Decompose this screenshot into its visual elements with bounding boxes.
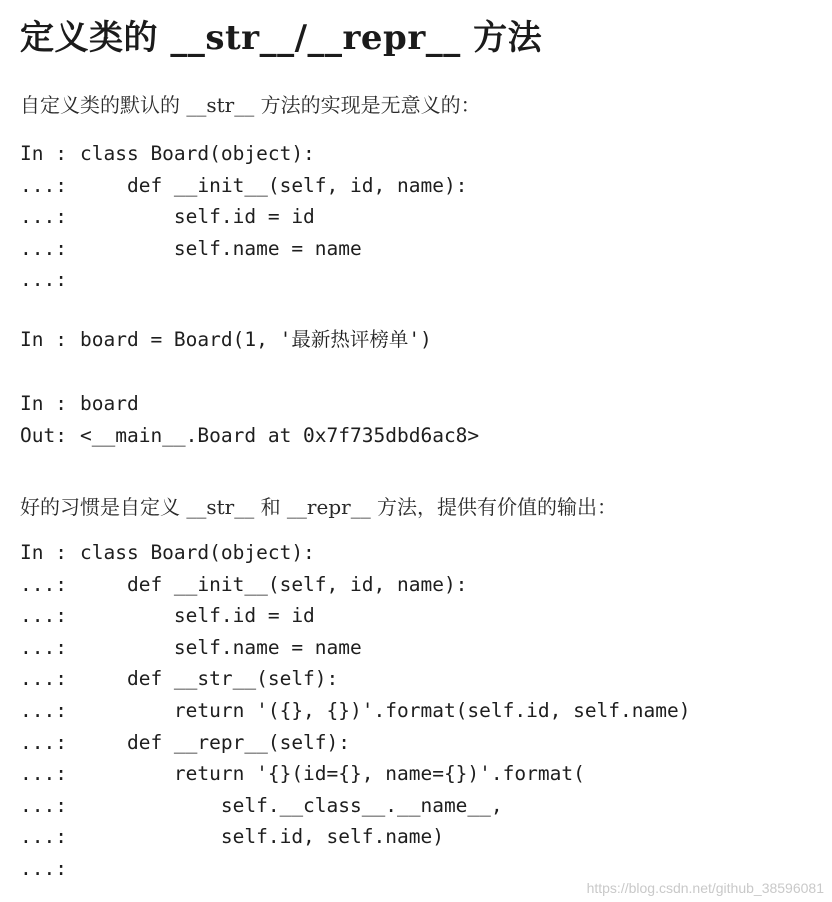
- code-text: board = Board(1, '最新热评榜单'): [80, 328, 432, 351]
- code-line: [20, 600, 690, 632]
- code-prompt: ...:: [20, 635, 67, 659]
- code-line: [20, 537, 690, 569]
- code-text: <__main__.Board at 0x7f735dbd6ac8>: [80, 423, 480, 447]
- code-prompt: ...:: [20, 825, 67, 849]
- code-prompt: ...:: [20, 572, 67, 596]
- code-prompt: ...:: [20, 173, 67, 197]
- code-line: [20, 233, 467, 265]
- code-block-class-definition: [20, 138, 467, 296]
- code-line: [20, 569, 690, 601]
- code-prompt: ...:: [20, 762, 67, 786]
- code-prompt: ...:: [20, 730, 67, 754]
- code-line: [20, 388, 479, 420]
- code-prompt: ...:: [20, 604, 67, 628]
- code-text: return '{}(id={}, name={})'.format(: [80, 762, 585, 786]
- code-prompt: ...:: [20, 793, 67, 817]
- code-prompt: In :: [20, 541, 67, 564]
- code-line: [20, 138, 467, 170]
- code-prompt: Out:: [20, 423, 67, 447]
- paragraph-custom-str-repr: 好的习惯是自定义 __str__ 和 __repr__ 方法，提供有价值的输出：: [20, 495, 618, 519]
- code-text: self.id = id: [80, 205, 315, 229]
- code-text: return '({}, {})'.format(self.id, self.name): [80, 698, 691, 722]
- code-prompt: In :: [20, 392, 67, 415]
- code-prompt: ...:: [20, 236, 67, 260]
- code-text: def __init__(self, id, name):: [80, 173, 468, 197]
- code-block-output: [20, 388, 479, 451]
- code-line: [20, 790, 690, 822]
- code-text: class Board(object):: [80, 142, 315, 165]
- code-line: [20, 170, 467, 202]
- code-text: self.id, self.name): [80, 825, 444, 849]
- code-prompt: ...:: [20, 667, 67, 691]
- code-line: [20, 324, 432, 356]
- code-line: [20, 420, 479, 452]
- code-prompt: ...:: [20, 205, 67, 229]
- code-line: [20, 727, 690, 759]
- paragraph-default-str: 自定义类的默认的 __str__ 方法的实现是无意义的：: [20, 93, 481, 117]
- code-line: [20, 821, 690, 853]
- code-prompt: In :: [20, 328, 67, 351]
- section-title: 定义类的 __str__/__repr__ 方法: [20, 18, 543, 58]
- code-text: self.name = name: [80, 236, 362, 260]
- code-prompt: ...:: [20, 698, 67, 722]
- code-line: [20, 632, 690, 664]
- code-prompt: In :: [20, 142, 67, 165]
- code-text: self.id = id: [80, 604, 315, 628]
- code-text: def __init__(self, id, name):: [80, 572, 468, 596]
- code-text: board: [80, 392, 139, 415]
- code-text: self.__class__.__name__,: [80, 793, 503, 817]
- code-text: self.name = name: [80, 635, 362, 659]
- code-prompt: ...:: [20, 268, 67, 292]
- code-text: class Board(object):: [80, 541, 315, 564]
- code-line: [20, 663, 690, 695]
- code-text: def __repr__(self):: [80, 730, 351, 754]
- code-line: [20, 695, 690, 727]
- code-line: [20, 264, 467, 296]
- code-text: def __str__(self):: [80, 667, 339, 691]
- watermark-url: https://blog.csdn.net/github_38596081: [586, 880, 824, 896]
- code-block-instantiate: [20, 324, 432, 356]
- code-prompt: ...:: [20, 856, 67, 880]
- code-line: [20, 201, 467, 233]
- code-block-custom-methods: [20, 537, 690, 885]
- code-line: [20, 758, 690, 790]
